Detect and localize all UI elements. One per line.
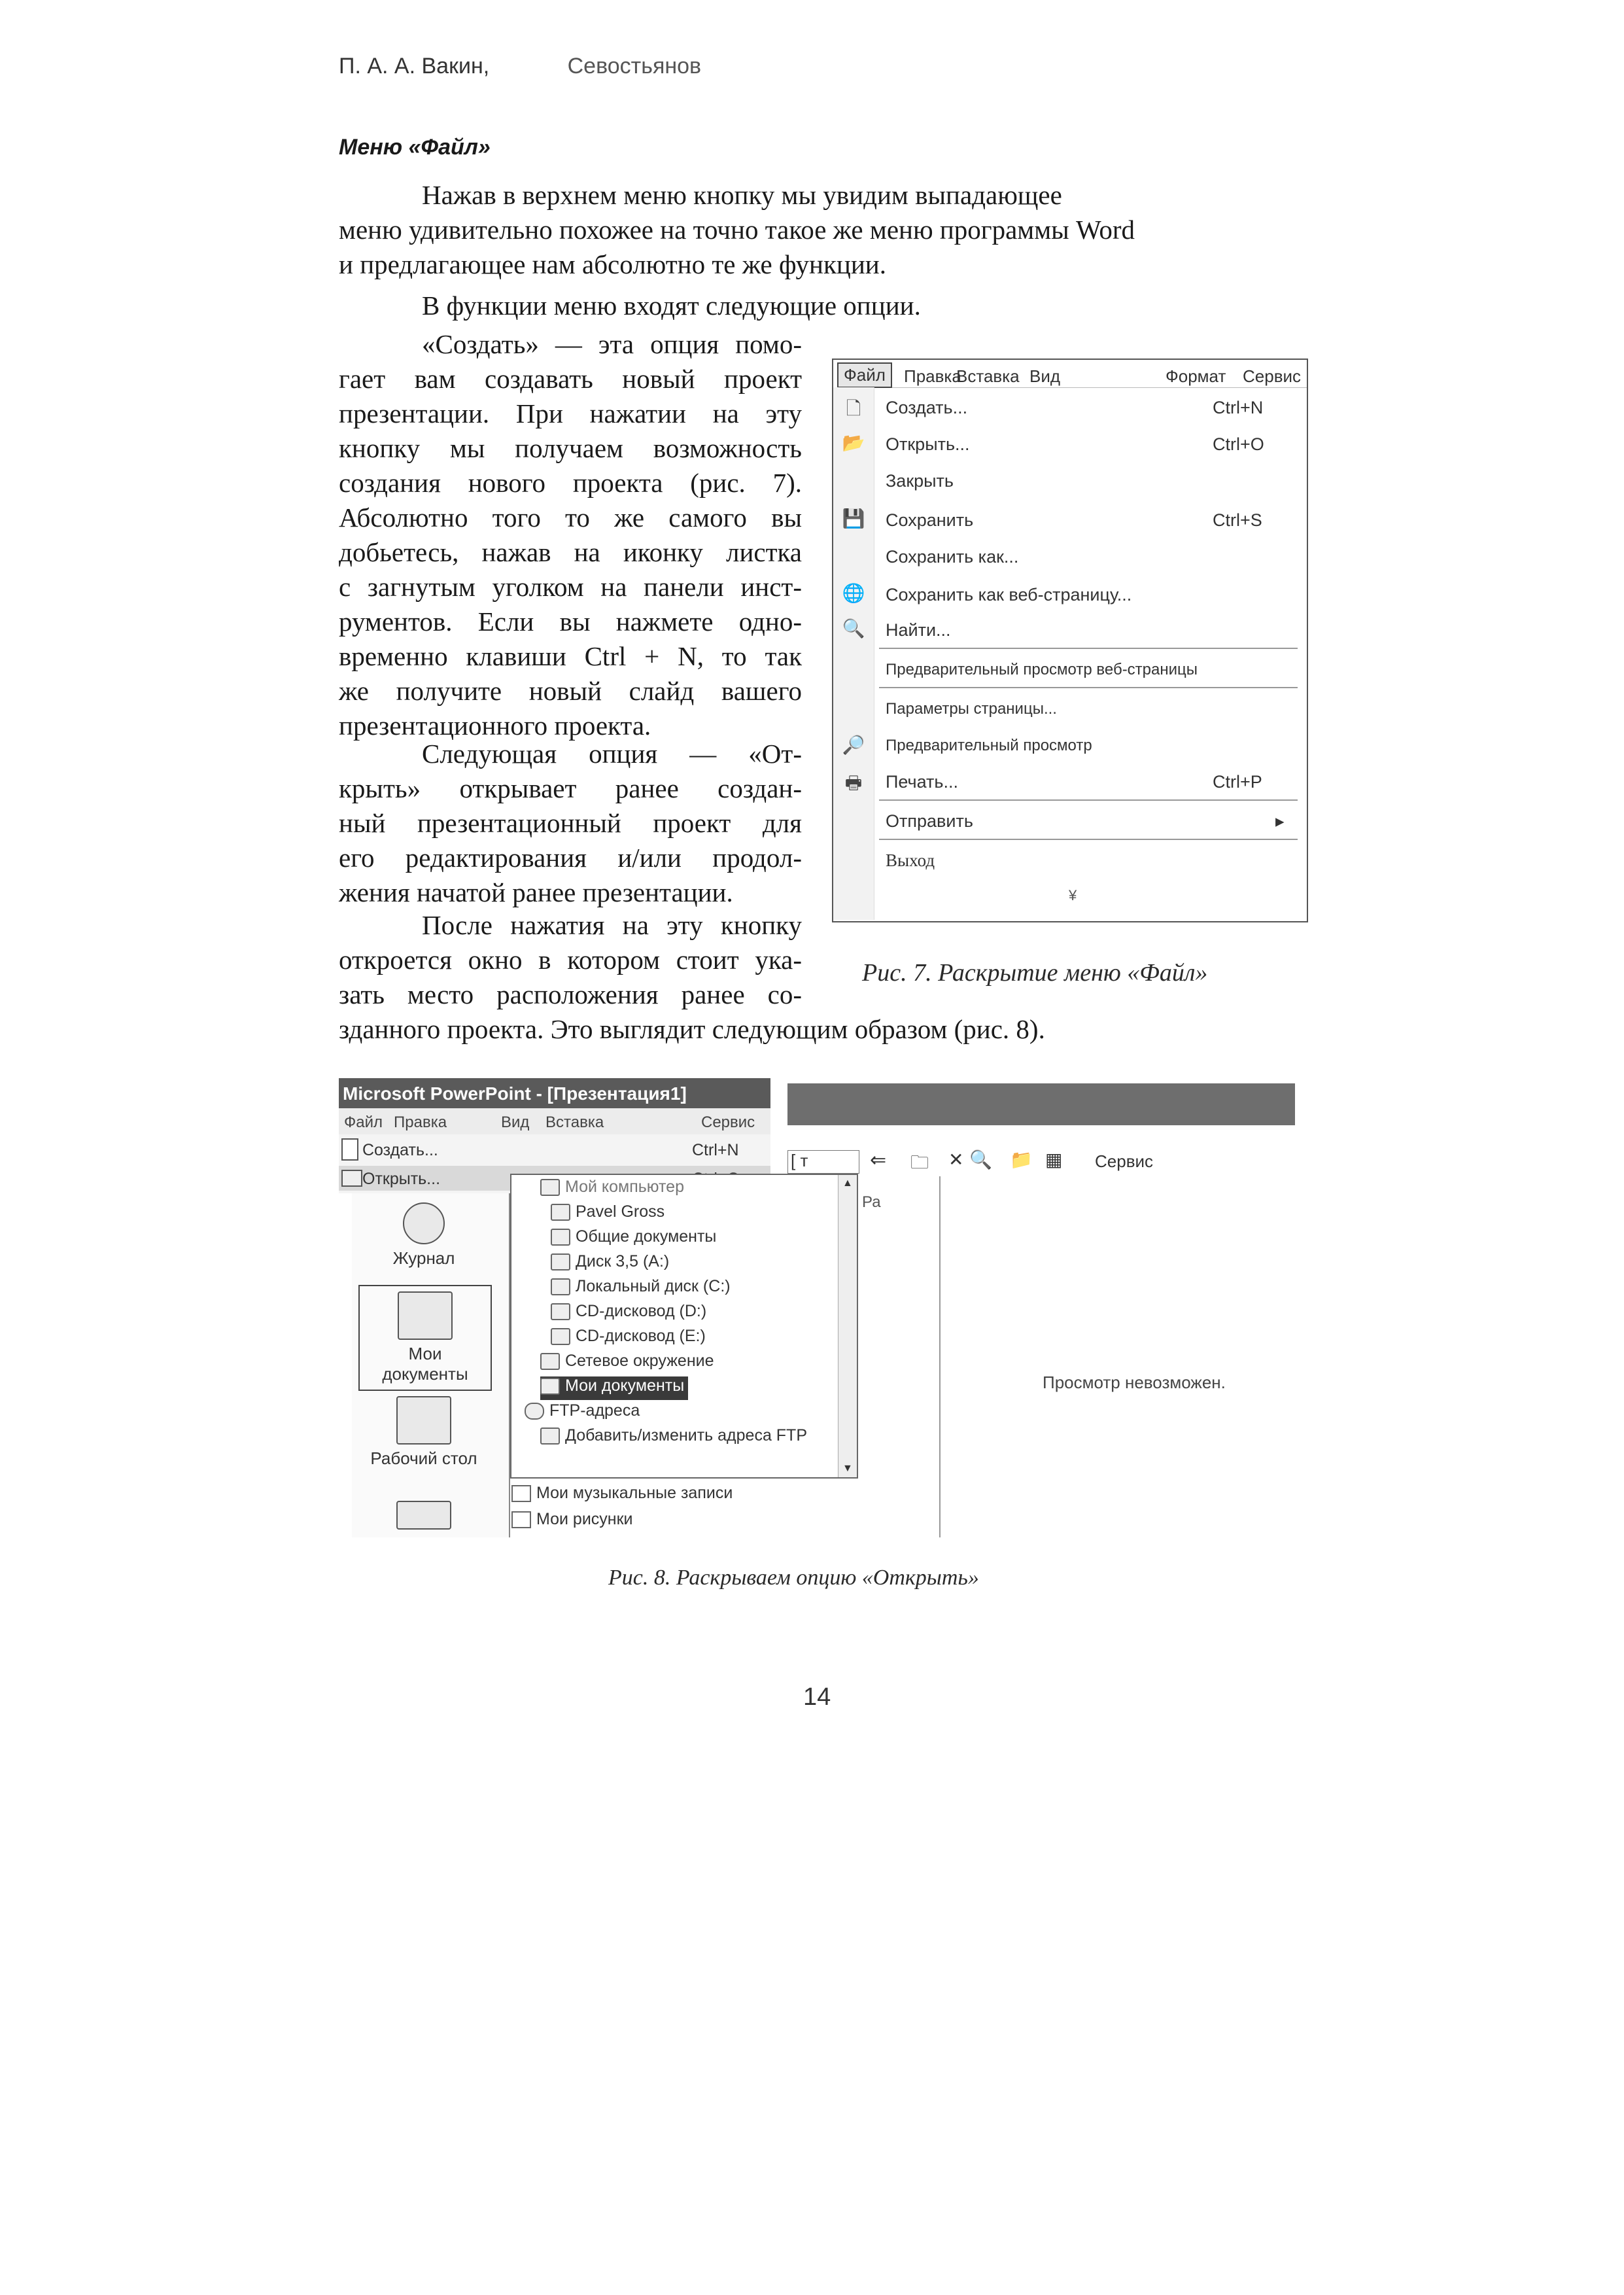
menu-view[interactable]: Вид	[1029, 366, 1061, 386]
menu-item-send[interactable]	[833, 803, 1307, 837]
menu-item-page-setup[interactable]	[833, 692, 1307, 726]
paragraph-4-line: Следующая опция — «От-	[422, 739, 802, 769]
folder-icon	[540, 1378, 560, 1395]
menu-item-new[interactable]	[833, 390, 1307, 424]
tree-item-label: FTP-адреса	[549, 1401, 640, 1420]
dropdown-item-new[interactable]	[339, 1138, 739, 1162]
menu-separator	[879, 687, 1298, 688]
tree-item-label: CD-дисковод (E:)	[576, 1327, 706, 1345]
menu-item-label: Найти...	[886, 620, 951, 640]
open-folder-icon	[341, 1170, 362, 1187]
desktop-icon	[396, 1396, 451, 1445]
tree-item-label: Диск 3,5 (A:)	[576, 1252, 670, 1270]
paragraph-4-line: жения начатой ранее презентации.	[339, 877, 733, 907]
section-title: Меню «Файл»	[339, 135, 491, 160]
menu-item-save-as[interactable]	[833, 539, 1307, 573]
menu-item-label: Отправить	[886, 811, 973, 831]
back-arrow-icon[interactable]: ⇐	[870, 1149, 887, 1171]
tree-item[interactable]	[551, 1302, 706, 1325]
menu-file[interactable]: Файл	[344, 1113, 383, 1131]
music-folder-icon	[511, 1485, 531, 1502]
file-list-item-label: Мои музыкальные записи	[536, 1484, 733, 1502]
my-documents-folder-icon	[398, 1291, 453, 1340]
file-list-item[interactable]	[511, 1484, 733, 1503]
tree-item-label: Мои документы	[565, 1376, 685, 1395]
header-author-2: Севостьянов	[567, 54, 702, 79]
tree-item[interactable]	[551, 1327, 706, 1350]
paragraph-2: В функции меню входят следующие опции.	[422, 290, 921, 321]
window-title: Microsoft PowerPoint - [Презентация1]	[343, 1083, 687, 1104]
figure-8-open-dialog	[339, 1078, 1295, 1537]
menu-item-label: Предварительный просмотр веб-страницы	[886, 661, 1198, 678]
menu-format[interactable]: Формат	[1166, 366, 1226, 386]
folder-icon	[551, 1229, 570, 1246]
expand-menu-chevron-icon[interactable]: ¥	[1069, 887, 1077, 903]
up-folder-icon[interactable]: 🗀	[910, 1152, 929, 1172]
menu-separator	[879, 839, 1298, 840]
printer-icon: 🖶	[844, 773, 863, 793]
paragraph-3-line: презентации. При нажатии на эту	[339, 398, 802, 429]
dropdown-item-label: Открыть...	[362, 1170, 441, 1188]
menu-item-open[interactable]	[833, 427, 1307, 461]
search-web-icon[interactable]: 🔍	[969, 1149, 992, 1170]
paragraph-5-last-line: зданного проекта. Это выглядит следующим образом (рис. 8).	[339, 1014, 1045, 1044]
places-bar	[352, 1193, 510, 1537]
figure-7-menubar	[833, 360, 1307, 388]
file-list-item-label: Мои рисунки	[536, 1510, 633, 1528]
paragraph-5	[339, 908, 802, 1012]
menu-tools[interactable]: Сервис	[701, 1113, 755, 1131]
paragraph-3-line: создания нового проекта (рис. 7).	[339, 468, 802, 498]
place-label: Рабочий стол	[370, 1448, 477, 1468]
menu-separator	[879, 799, 1298, 801]
place-my-documents[interactable]	[358, 1285, 492, 1391]
ftp-folder-icon	[540, 1428, 560, 1445]
menu-item-print-preview[interactable]	[833, 729, 1307, 763]
menu-separator	[879, 648, 1298, 649]
menu-insert[interactable]: Вставка	[956, 366, 1020, 386]
tree-item[interactable]	[540, 1178, 684, 1201]
look-in-field[interactable]: [ т	[787, 1150, 859, 1174]
tree-item-selected[interactable]	[540, 1376, 688, 1400]
paragraph-4	[339, 737, 802, 910]
network-icon	[540, 1353, 560, 1370]
menu-item-web-preview[interactable]	[833, 653, 1307, 687]
paragraph-5-line: зать место расположения ранее со-	[339, 979, 802, 1009]
paragraph-3-line: «Создать» — эта опция помо-	[422, 329, 802, 359]
cd-drive-icon	[551, 1303, 570, 1320]
computer-icon	[540, 1179, 560, 1196]
figure-7-caption: Рис. 7. Раскрытие меню «Файл»	[862, 959, 1208, 987]
paragraph-3-line: добьетесь, нажав на иконку листка	[339, 537, 802, 567]
list-scrollbar[interactable]	[838, 1175, 857, 1477]
new-document-icon: 🗋	[846, 398, 861, 419]
menu-item-shortcut: Ctrl+N	[1213, 398, 1264, 417]
new-document-icon	[341, 1138, 358, 1161]
menu-item-label: Печать...	[886, 772, 958, 792]
paragraph-3-line: же получите новый слайд вашего	[339, 676, 802, 706]
place-desktop[interactable]	[358, 1396, 489, 1469]
dialog-toolbar	[787, 1144, 1295, 1179]
paragraph-1-line-1: Нажав в верхнем меню кнопку мы увидим выпадающее	[422, 180, 1062, 210]
tree-item[interactable]	[540, 1352, 714, 1375]
tree-item-label: Общие документы	[576, 1227, 717, 1246]
header-authors-initials: П. А. А.	[339, 54, 416, 79]
tree-item[interactable]	[551, 1277, 731, 1301]
menu-item-exit[interactable]	[833, 843, 1307, 877]
search-icon: 🔍	[842, 618, 865, 639]
ftp-globe-icon	[525, 1403, 544, 1420]
tree-item-label: Сетевое окружение	[565, 1352, 714, 1370]
paragraph-5-line: откроется окно в котором стоит ука-	[339, 945, 802, 975]
menu-item-label: Предварительный просмотр	[886, 737, 1092, 754]
dropdown-item-shortcut: Ctrl+N	[692, 1141, 739, 1159]
menu-item-save-as-web[interactable]	[833, 577, 1307, 611]
window-title-bar	[339, 1078, 770, 1108]
menu-item-print[interactable]	[833, 764, 1307, 798]
save-disk-icon: 💾	[842, 508, 865, 529]
menu-item-label: Сохранить	[886, 510, 974, 530]
delete-icon[interactable]: ✕	[948, 1149, 964, 1170]
menu-edit[interactable]: Правка	[904, 366, 961, 386]
scroll-down-arrow-icon[interactable]: ▼	[842, 1463, 853, 1474]
tree-item[interactable]	[540, 1426, 807, 1450]
look-in-dropdown-list	[510, 1174, 858, 1479]
menu-item-label: Параметры страницы...	[886, 700, 1057, 718]
tree-item[interactable]	[551, 1227, 716, 1251]
web-page-icon: 🌐	[842, 583, 865, 603]
dialog-title-bar	[787, 1083, 1295, 1125]
menu-item-label: Создать...	[886, 398, 968, 417]
menu-item-label: Открыть...	[886, 434, 970, 454]
menu-item-label: Сохранить как...	[886, 547, 1019, 567]
paragraph-3-line: Абсолютно того то же самого вы	[339, 502, 802, 533]
menu-insert[interactable]: Вставка	[545, 1113, 604, 1131]
menu-item-find[interactable]	[833, 612, 1307, 646]
paragraph-3-line: с загнутым уголком на панели инст-	[339, 572, 802, 602]
figure-7-file-menu	[832, 359, 1308, 922]
figure-8-caption: Рис. 8. Раскрываем опцию «Открыть»	[608, 1566, 979, 1590]
tree-item[interactable]	[551, 1202, 665, 1226]
tree-item-label: Pavel Gross	[576, 1202, 665, 1221]
menu-item-shortcut: Ctrl+P	[1213, 772, 1262, 792]
paragraph-4-line: крыть» открывает ранее создан-	[339, 773, 802, 803]
tree-item-label: Добавить/изменить адреса FTP	[565, 1426, 808, 1445]
tools-menu-button[interactable]: Сервис	[1095, 1151, 1154, 1171]
page-number: 14	[803, 1683, 831, 1711]
cd-drive-icon	[551, 1328, 570, 1345]
scroll-up-arrow-icon[interactable]: ▲	[842, 1178, 853, 1189]
paragraph-3-line: презентационного проекта.	[339, 710, 651, 741]
menu-item-shortcut: Ctrl+O	[1213, 434, 1264, 454]
menu-tools[interactable]: Сервис	[1243, 366, 1302, 386]
menu-file[interactable]: Файл	[837, 362, 892, 388]
preview-message: Просмотр невозможен.	[1043, 1373, 1226, 1392]
hard-drive-icon	[551, 1278, 570, 1295]
menu-item-close[interactable]	[833, 463, 1307, 497]
tree-item-label: CD-дисковод (D:)	[576, 1302, 707, 1320]
history-clock-icon	[403, 1202, 445, 1244]
submenu-arrow-icon: ▸	[1275, 811, 1285, 831]
paragraph-1-line-3: и предлагающее нам абсолютно те же функции.	[339, 249, 886, 279]
folder-icon	[551, 1204, 570, 1221]
floppy-drive-icon	[551, 1253, 570, 1270]
file-list-column-header[interactable]: Ра	[862, 1193, 881, 1211]
place-favorites[interactable]	[358, 1501, 489, 1533]
new-folder-icon[interactable]: 📁	[1010, 1149, 1033, 1170]
paragraph-3-line: временно клавиши Ctrl + N, то так	[339, 641, 802, 671]
menu-item-label: Закрыть	[886, 471, 954, 491]
paragraph-4-line: его редактирования и/или продол-	[339, 843, 802, 873]
figure-8-menubar	[339, 1108, 770, 1135]
print-preview-icon: 🔎	[842, 735, 865, 755]
file-list-item[interactable]	[511, 1510, 633, 1529]
tree-item-label: Локальный диск (C:)	[576, 1277, 731, 1295]
paragraph-3-line: рументов. Если вы нажмете одно-	[339, 606, 802, 637]
views-icon[interactable]: ▦	[1045, 1149, 1063, 1170]
paragraph-4-line: ный презентационный проект для	[339, 808, 802, 838]
menu-item-label: Сохранить как веб-страницу...	[886, 585, 1132, 604]
place-label: Мои документы	[382, 1344, 468, 1384]
running-header	[339, 54, 701, 79]
place-label: Журнал	[392, 1248, 455, 1268]
menu-item-shortcut: Ctrl+S	[1213, 510, 1262, 530]
paragraph-3-line: кнопку мы получаем возможность	[339, 433, 802, 463]
menu-item-save[interactable]	[833, 502, 1307, 536]
open-folder-icon: 📂	[842, 432, 865, 453]
preview-pane	[939, 1176, 1295, 1537]
place-history[interactable]	[358, 1202, 489, 1269]
header-author-1: Вакин,	[421, 54, 490, 79]
tree-item[interactable]	[525, 1401, 640, 1425]
tree-item[interactable]	[551, 1252, 669, 1276]
menu-item-label: Выход	[886, 850, 935, 870]
menu-edit[interactable]: Правка	[394, 1113, 447, 1131]
paragraph-5-line: После нажатия на эту кнопку	[422, 910, 802, 940]
pictures-folder-icon	[511, 1511, 531, 1528]
paragraph-3-line: гает вам создавать новый проект	[339, 364, 802, 394]
dropdown-item-label: Создать...	[362, 1141, 438, 1159]
favorites-folder-icon	[396, 1501, 451, 1530]
paragraph-3	[339, 327, 802, 743]
tree-item-label: Мой компьютер	[565, 1178, 684, 1196]
paragraph-1-line-2: меню удивительно похожее на точно такое же меню программы Word	[339, 215, 1135, 245]
menu-view[interactable]: Вид	[501, 1113, 530, 1131]
